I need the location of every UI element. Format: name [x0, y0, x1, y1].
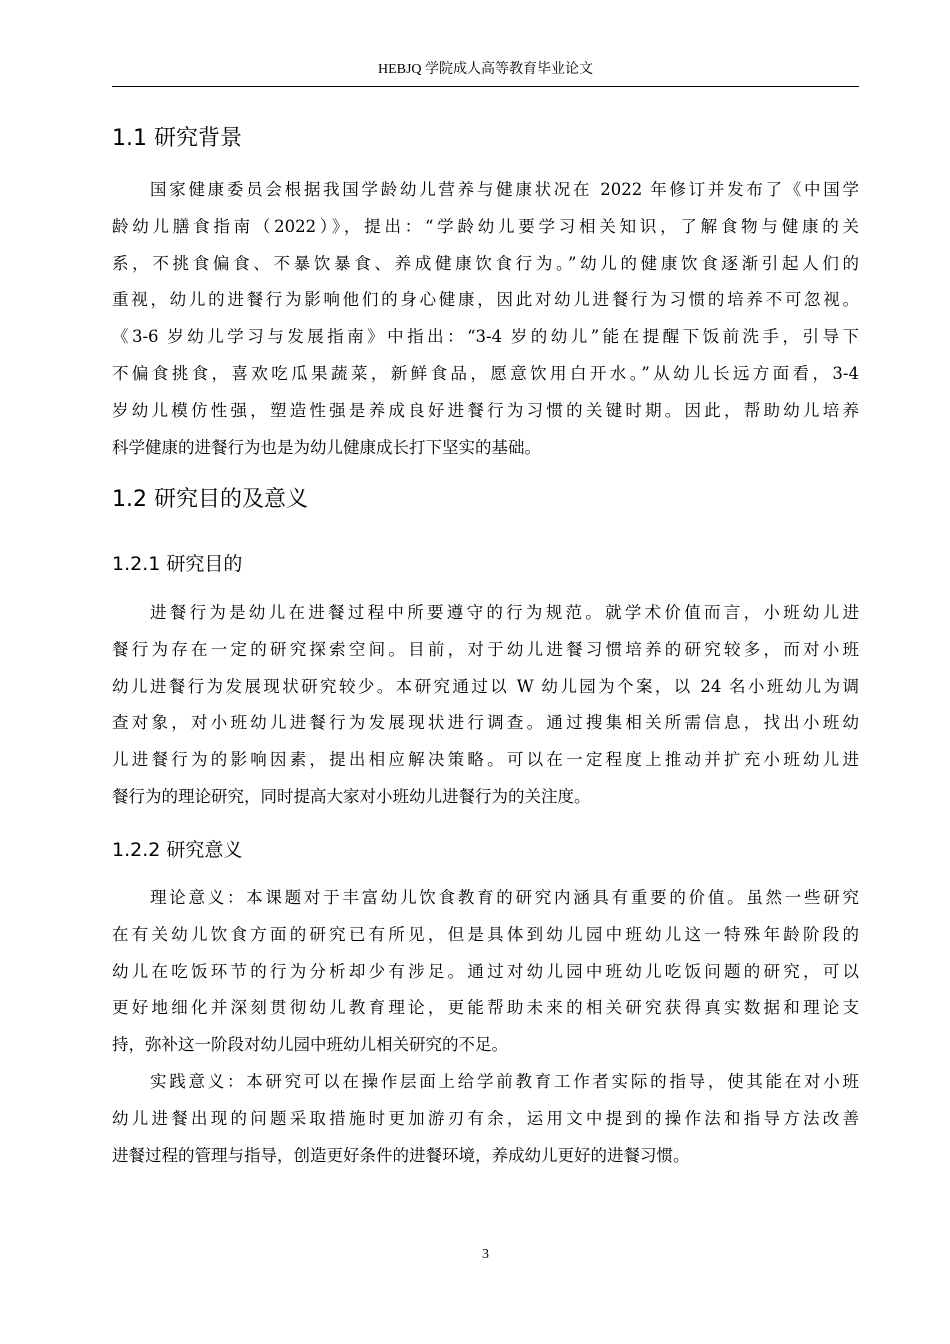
paragraph-line: 理论意义：本课题对于丰富幼儿饮食教育的研究内涵具有重要的价值。虽然一些研究: [150, 888, 859, 907]
paragraph-practical-significance: [112, 1064, 859, 1174]
paragraph-line: 在有关幼儿饮食方面的研究已有所见，但是具体到幼儿园中班幼儿这一特殊年龄阶段的: [112, 924, 859, 944]
heading-1-2-2: 1.2.2 研究意义: [112, 839, 243, 861]
heading-1-1: 1.1 研究背景: [112, 126, 242, 151]
paragraph-research-background: [112, 172, 859, 466]
paragraph-line: 进餐过程的管理与指导，创造更好条件的进餐环境，养成幼儿更好的进餐习惯。: [112, 1145, 690, 1165]
paragraph-theoretical-significance: [112, 880, 859, 1064]
paragraph-line: 岁幼儿模仿性强，塑造性强是养成良好进餐行为习惯的关键时期。因此，帮助幼儿培养: [112, 400, 859, 420]
paragraph-line: 国家健康委员会根据我国学龄幼儿营养与健康状况在 2022 年修订并发布了《中国学: [150, 180, 859, 199]
paragraph-line: 科学健康的进餐行为也是为幼儿健康成长打下坚实的基础。: [112, 437, 541, 457]
paragraph-line: 龄幼儿膳食指南（2022）》，提出：“学龄幼儿要学习相关知识，了解食物与健康的关: [112, 216, 859, 236]
paragraph-line: 餐行为存在一定的研究探索空间。目前，对于幼儿进餐习惯培养的研究较多，而对小班: [112, 639, 859, 659]
paragraph-line: 餐行为的理论研究，同时提高大家对小班幼儿进餐行为的关注度。: [112, 786, 591, 806]
paragraph-line: 系，不挑食偏食、不暴饮暴食、养成健康饮食行为。”幼儿的健康饮食逐渐引起人们的: [112, 253, 859, 273]
paragraph-line: 不偏食挑食，喜欢吃瓜果蔬菜，新鲜食品，愿意饮用白开水。”从幼儿长远方面看，3-4: [112, 363, 859, 383]
page-number: 3: [482, 1247, 489, 1262]
paragraph-line: 更好地细化并深刻贯彻幼儿教育理论，更能帮助未来的相关研究获得真实数据和理论支: [112, 998, 859, 1018]
paragraph-line: 幼儿在吃饭环节的行为分析却少有涉足。通过对幼儿园中班幼儿吃饭问题的研究，可以: [112, 961, 859, 981]
paragraph-line: 实践意义：本研究可以在操作层面上给学前教育工作者实际的指导，使其能在对小班: [150, 1072, 859, 1091]
paragraph-research-purpose: [112, 595, 859, 816]
paragraph-line: 持，弥补这一阶段对幼儿园中班幼儿相关研究的不足。: [112, 1035, 508, 1055]
paragraph-line: 《3-6 岁幼儿学习与发展指南》中指出：“3-4 岁的幼儿”能在提醒下饭前洗手，引导下: [112, 327, 859, 347]
paragraph-line: 幼儿进餐出现的问题采取措施时更加游刃有余，运用文中提到的操作法和指导方法改善: [112, 1108, 859, 1128]
paragraph-line: 重视，幼儿的进餐行为影响他们的身心健康，因此对幼儿进餐行为习惯的培养不可忽视。: [112, 290, 859, 310]
header-rule: [112, 86, 859, 87]
heading-1-2: 1.2 研究目的及意义: [112, 487, 308, 512]
paragraph-line: 进餐行为是幼儿在进餐过程中所要遵守的行为规范。就学术价值而言，小班幼儿进: [150, 603, 859, 622]
paragraph-line: 查对象，对小班幼儿进餐行为发展现状进行调查。通过搜集相关所需信息，找出小班幼: [112, 713, 859, 733]
paragraph-line: 幼儿进餐行为发展现状研究较少。本研究通过以 W 幼儿园为个案，以 24 名小班幼儿为调: [112, 676, 859, 696]
paragraph-line: 儿进餐行为的影响因素，提出相应解决策略。可以在一定程度上推动并扩充小班幼儿进: [112, 750, 859, 770]
page-header-title: HEBJQ 学院成人高等教育毕业论文: [377, 62, 594, 77]
heading-1-2-1: 1.2.1 研究目的: [112, 553, 243, 575]
